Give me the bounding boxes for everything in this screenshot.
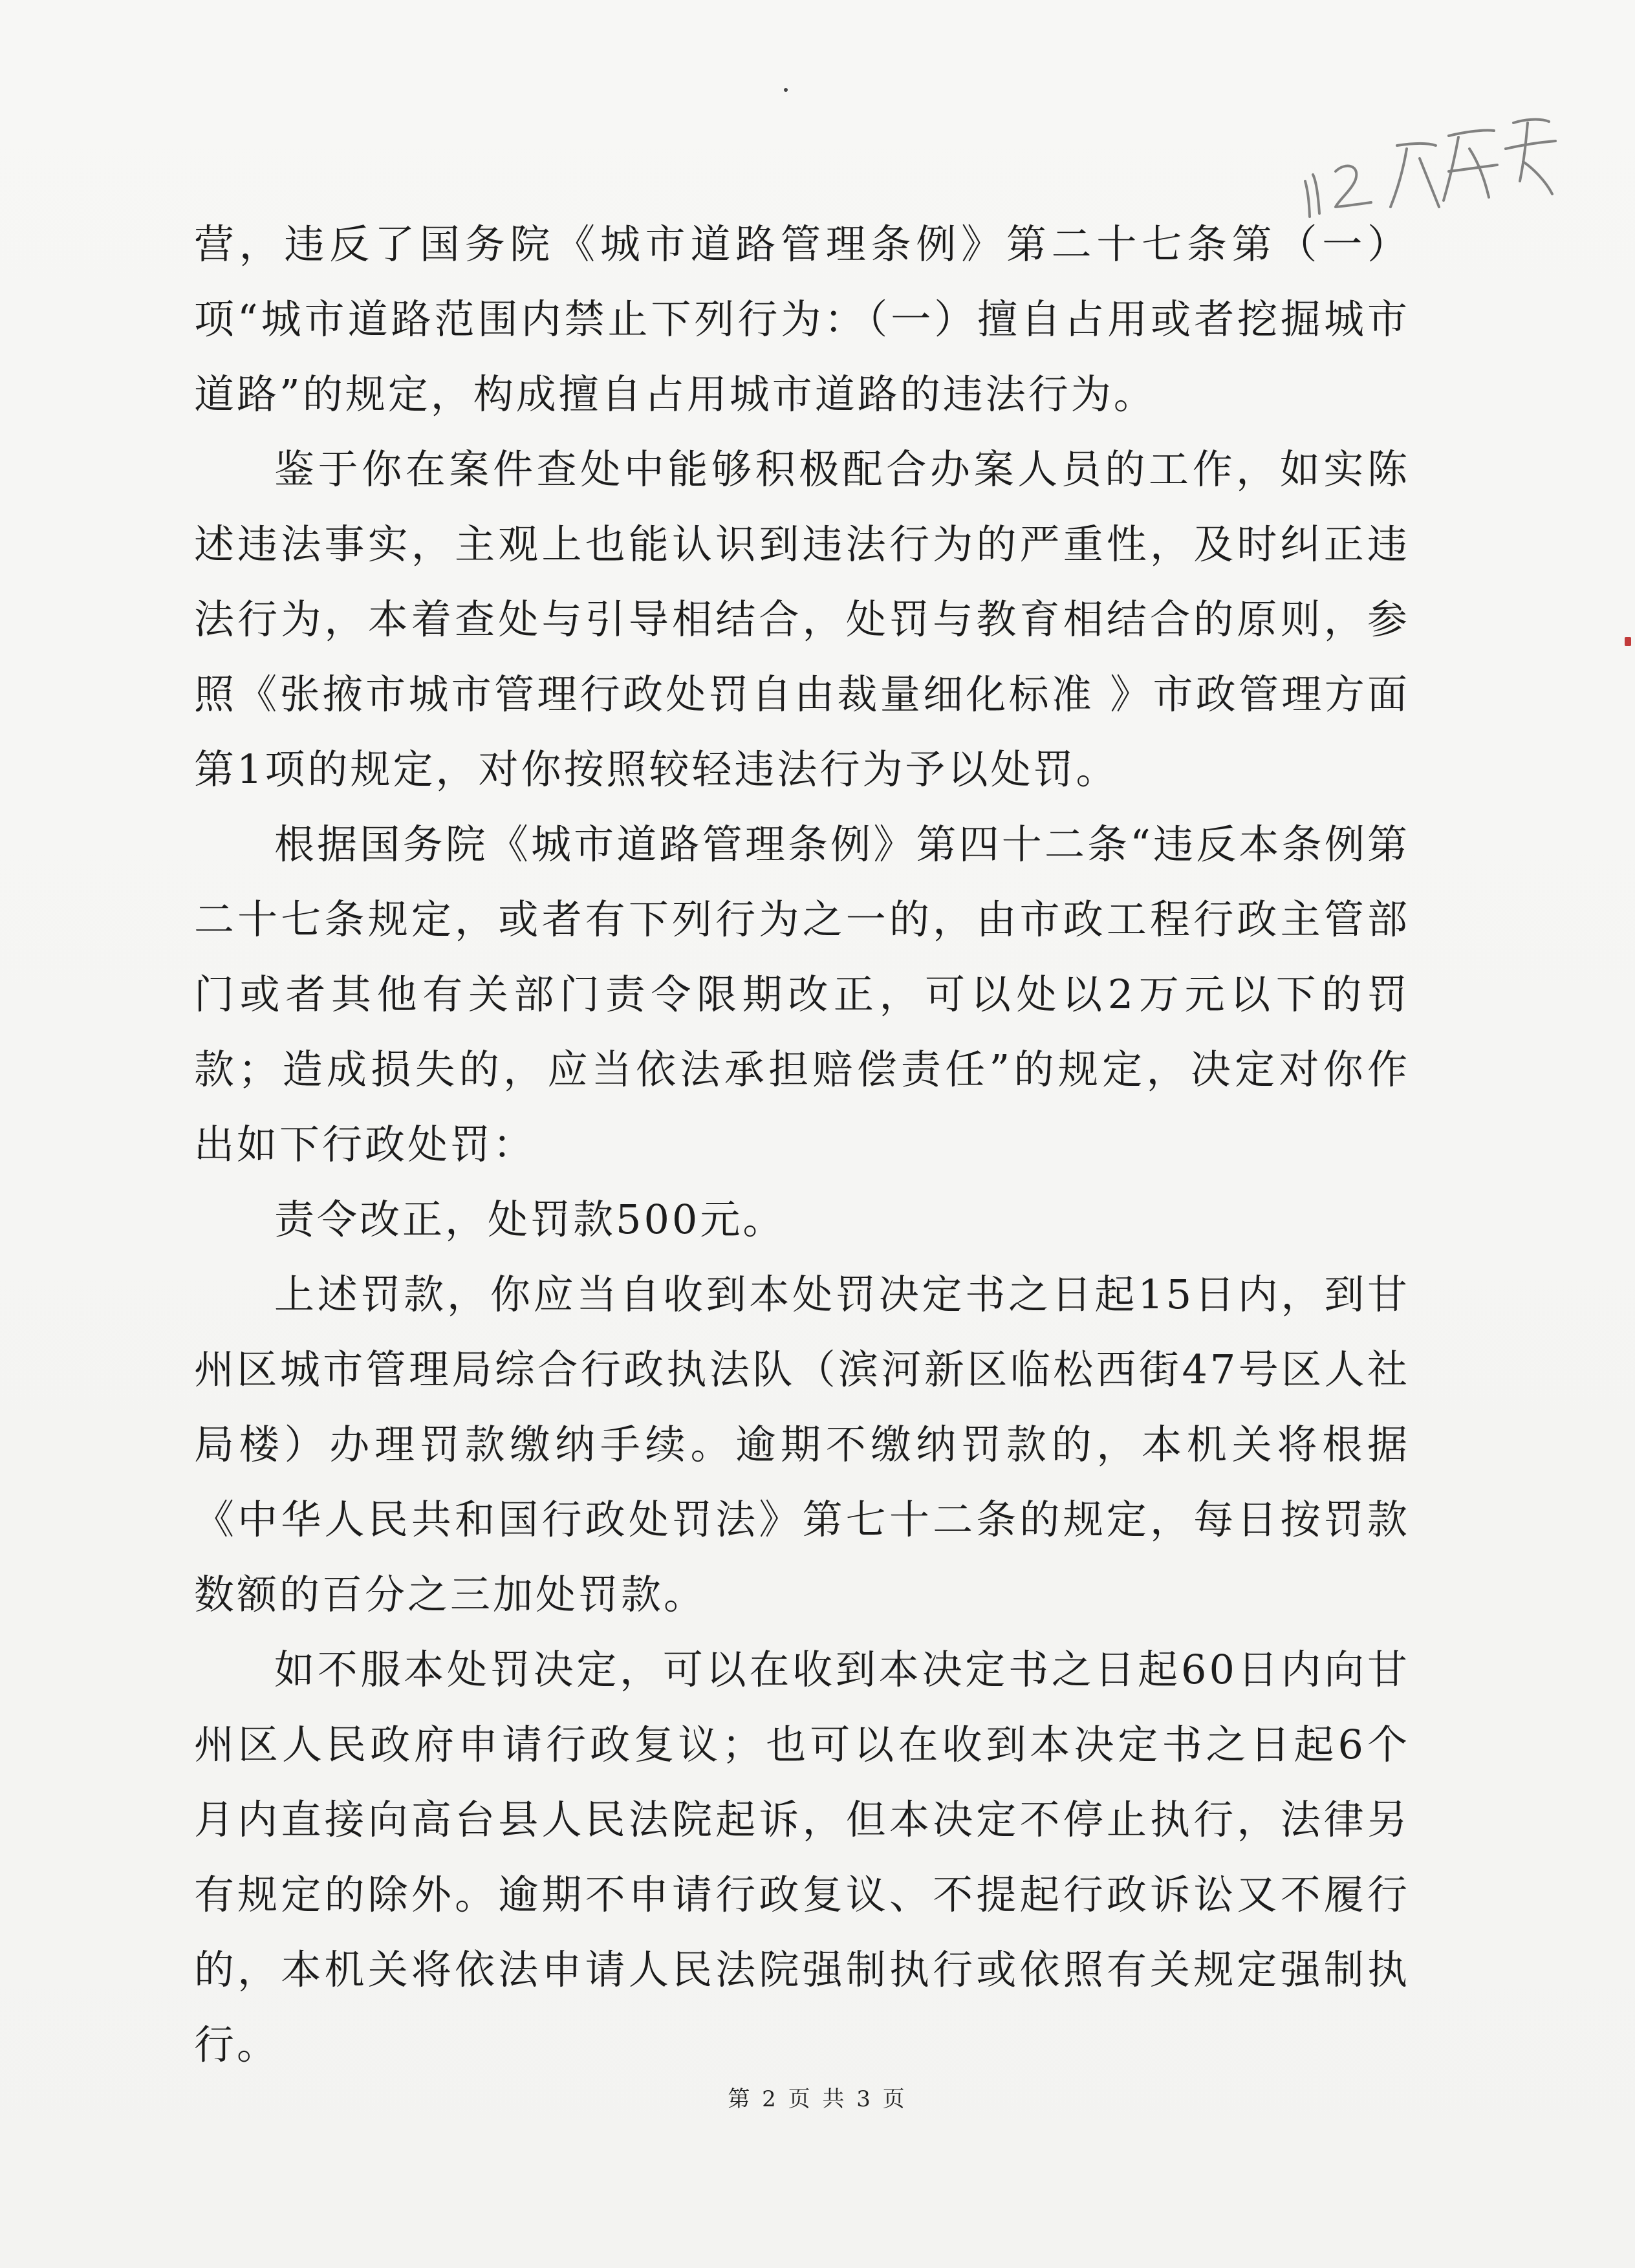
- document-body: [194, 207, 1410, 2082]
- page-number-footer: 第 2 页 共 3 页: [728, 2086, 907, 2112]
- scan-red-mark: [1625, 637, 1631, 646]
- paragraph-appeal-rights: 如不服本处罚决定，可以在收到本决定书之日起60日内向甘州区人民政府申请行政复议；也可以在收到本决定书之日起6个月内直接向高台县人民法院起诉，但本决定不停止执行，法律另有规定的除外。逾期不申请行政复议、不提起行政诉讼又不履行的，本机关将依法申请人民法院强制执行或依照有关规定强制执行。: [194, 1646, 1410, 2068]
- paragraph-payment-instructions: 上述罚款，你应当自收到本处罚决定书之日起15日内，到甘州区城市管理局综合行政执法队（滨河新区临松西街47号区人社局楼）办理罚款缴纳手续。逾期不缴纳罚款的，本机关将根据《中华人民共和国行政处罚法》第七十二条的规定，每日按罚款数额的百分之三加处罚款。: [194, 1271, 1410, 1618]
- paragraph-legal-basis: 根据国务院《城市道路管理条例》第四十二条“违反本条例第二十七条规定，或者有下列行为之一的，由市政工程行政主管部门或者其他有关部门责令限期改正，可以处以2万元以下的罚款；造成损失的，应当依法承担赔偿责任”的规定，决定对你作出如下行政处罚：: [194, 821, 1410, 1168]
- scan-dot-mark: [784, 88, 788, 92]
- paragraph-penalty: 责令改正，处罚款500元。: [274, 1196, 786, 1243]
- paragraph-mitigation: 鉴于你在案件查处中能够积极配合办案人员的工作，如实陈述违法事实，主观上也能认识到违法行为的严重性，及时纠正违法行为，本着查处与引导相结合，处罚与教育相结合的原则，参照《张掖市城市管理行政处罚自由裁量细化标准 》市政管理方面第1项的规定，对你按照较轻违法行为予以处罚。: [194, 446, 1410, 793]
- paragraph-violation: 营，违反了国务院《城市道路管理条例》第二十七条第（一）项“城市道路范围内禁止下列行为：（一）擅自占用或者挖掘城市道路”的规定，构成擅自占用城市道路的违法行为。: [194, 221, 1410, 418]
